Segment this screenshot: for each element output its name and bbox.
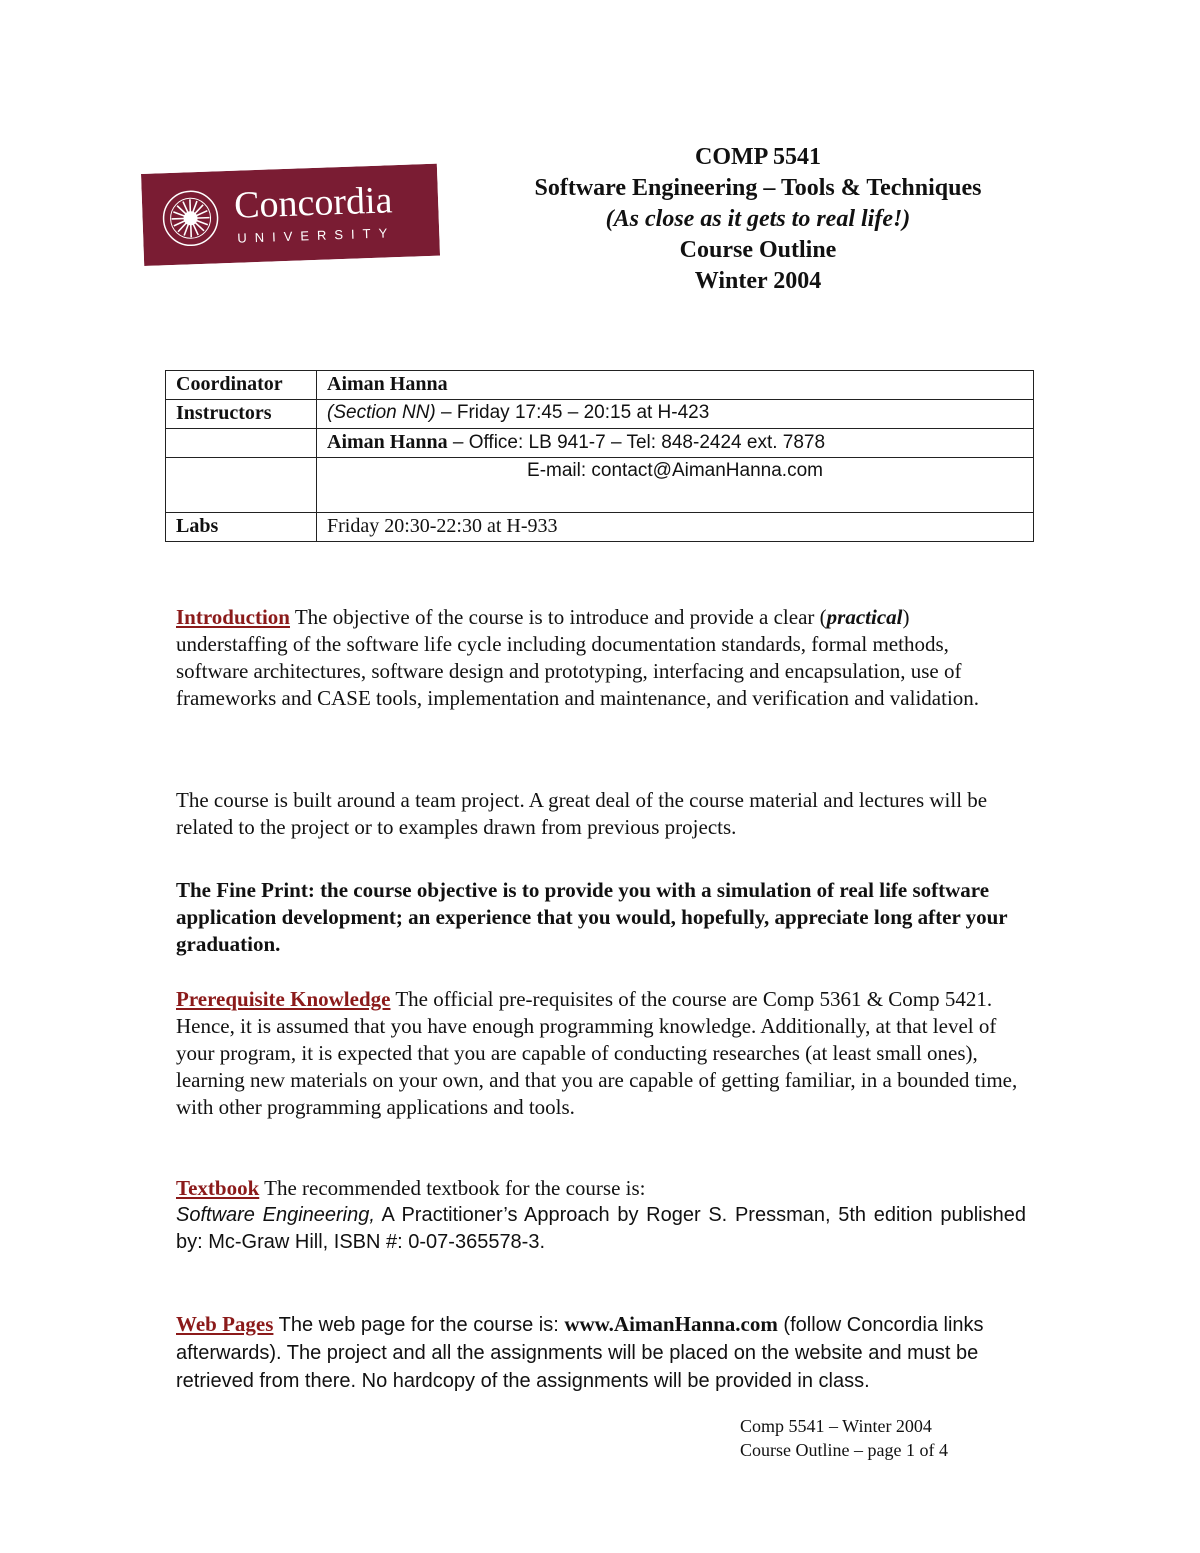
table-row bbox=[166, 371, 1034, 400]
web-pages-heading: Web Pages bbox=[176, 1312, 274, 1336]
instructor-name: Aiman Hanna bbox=[327, 431, 448, 453]
university-seal-icon bbox=[163, 190, 219, 246]
introduction-text: The objective of the course is to introduce and provide a clear ( bbox=[289, 605, 827, 629]
title-block bbox=[490, 142, 1026, 297]
prerequisite-heading: Prerequisite Knowledge bbox=[176, 987, 391, 1011]
empty-cell bbox=[166, 458, 317, 513]
logo-wordmark: Concordia bbox=[233, 179, 394, 227]
course-tagline: (As close as it gets to real life!) bbox=[605, 206, 911, 232]
footer-page-number: Course Outline – page 1 of 4 bbox=[740, 1440, 948, 1460]
introduction-paragraph bbox=[176, 604, 1026, 712]
book-title: Software Engineering, bbox=[176, 1204, 375, 1226]
labs-value: Friday 20:30-22:30 at H-933 bbox=[317, 513, 1034, 542]
prerequisite-text: The official pre-requisites of the course are Comp 5361 & Comp 5421. Hence, it is assumed that you have enough programming knowledge. Additionally, at that level of your program, it is expected that you are capable of conducting researches (at least small ones), learning new materials on your own, and that you are capable of getting familiar, in a bounded time, with other programming applications and tools. bbox=[176, 987, 1018, 1119]
document-title: Course Outline bbox=[679, 237, 837, 263]
table-row bbox=[166, 400, 1034, 429]
team-project-paragraph: The course is built around a team project. A great deal of the course material and lectures will be related to the project or to examples drawn from previous projects. bbox=[176, 788, 988, 839]
instructors-schedule bbox=[317, 400, 1034, 429]
table-row bbox=[166, 458, 1034, 513]
logo-subtitle: UNIVERSITY bbox=[237, 225, 396, 246]
coordinator-value: Aiman Hanna bbox=[317, 371, 1034, 400]
prerequisite-paragraph bbox=[176, 986, 1026, 1121]
course-name: Software Engineering – Tools & Techniques bbox=[534, 175, 982, 201]
practical-emphasis: practical bbox=[826, 605, 903, 629]
course-website-link[interactable]: www.AimanHanna.com bbox=[564, 1312, 778, 1336]
textbook-intro: The recommended textbook for the course is: bbox=[259, 1176, 646, 1200]
instructor-contact bbox=[317, 429, 1034, 458]
fine-print-paragraph: The Fine Print: the course objective is to provide you with a simulation of real life software application development; an experience that you would, hopefully, appreciate long after your graduation. bbox=[176, 878, 1008, 956]
course-code: COMP 5541 bbox=[695, 144, 821, 170]
instructor-office: – Office: LB 941-7 – Tel: 848-2424 ext. 7878 bbox=[447, 432, 826, 453]
table-row bbox=[166, 429, 1034, 458]
lecture-time: – Friday 17:45 – 20:15 at H-423 bbox=[435, 402, 710, 423]
introduction-heading: Introduction bbox=[176, 605, 290, 629]
instructors-label: Instructors bbox=[166, 400, 317, 429]
introduction-text-cont: ) understaffing of the software life cycle including documentation standards, formal methods, software architectures, software design and prototyping, interfacing and encapsulation, use of frameworks and CASE tools, implementation and maintenance, and verification and validation. bbox=[176, 605, 980, 710]
web-pages-paragraph bbox=[176, 1311, 1026, 1395]
section-label: (Section NN) bbox=[327, 402, 436, 423]
table-row bbox=[166, 513, 1034, 542]
coordinator-label: Coordinator bbox=[166, 371, 317, 400]
course-info-table bbox=[165, 370, 1034, 542]
textbook-heading: Textbook bbox=[176, 1176, 260, 1200]
web-pages-text: (follow Concordia links afterwards). The project and all the assignments will be placed on the website and must be retrieved from there. No hardcopy of the assignments will be provided in class. bbox=[176, 1314, 984, 1392]
textbook-paragraph bbox=[176, 1175, 1026, 1256]
course-term: Winter 2004 bbox=[694, 268, 822, 294]
empty-cell bbox=[166, 429, 317, 458]
footer-course: Comp 5541 – Winter 2004 bbox=[740, 1416, 932, 1436]
labs-label: Labs bbox=[166, 513, 317, 542]
textbook-citation bbox=[176, 1202, 1026, 1256]
book-details: A Practitioner’s Approach by Roger S. Pressman, 5th edition published by: Mc-Graw Hill, ISBN #: 0-07-365578-3. bbox=[176, 1204, 1026, 1253]
page-footer bbox=[740, 1414, 948, 1462]
instructor-email: E-mail: contact@AimanHanna.com bbox=[317, 458, 1034, 513]
web-pages-intro: The web page for the course is: bbox=[273, 1314, 565, 1336]
concordia-logo bbox=[141, 164, 440, 266]
